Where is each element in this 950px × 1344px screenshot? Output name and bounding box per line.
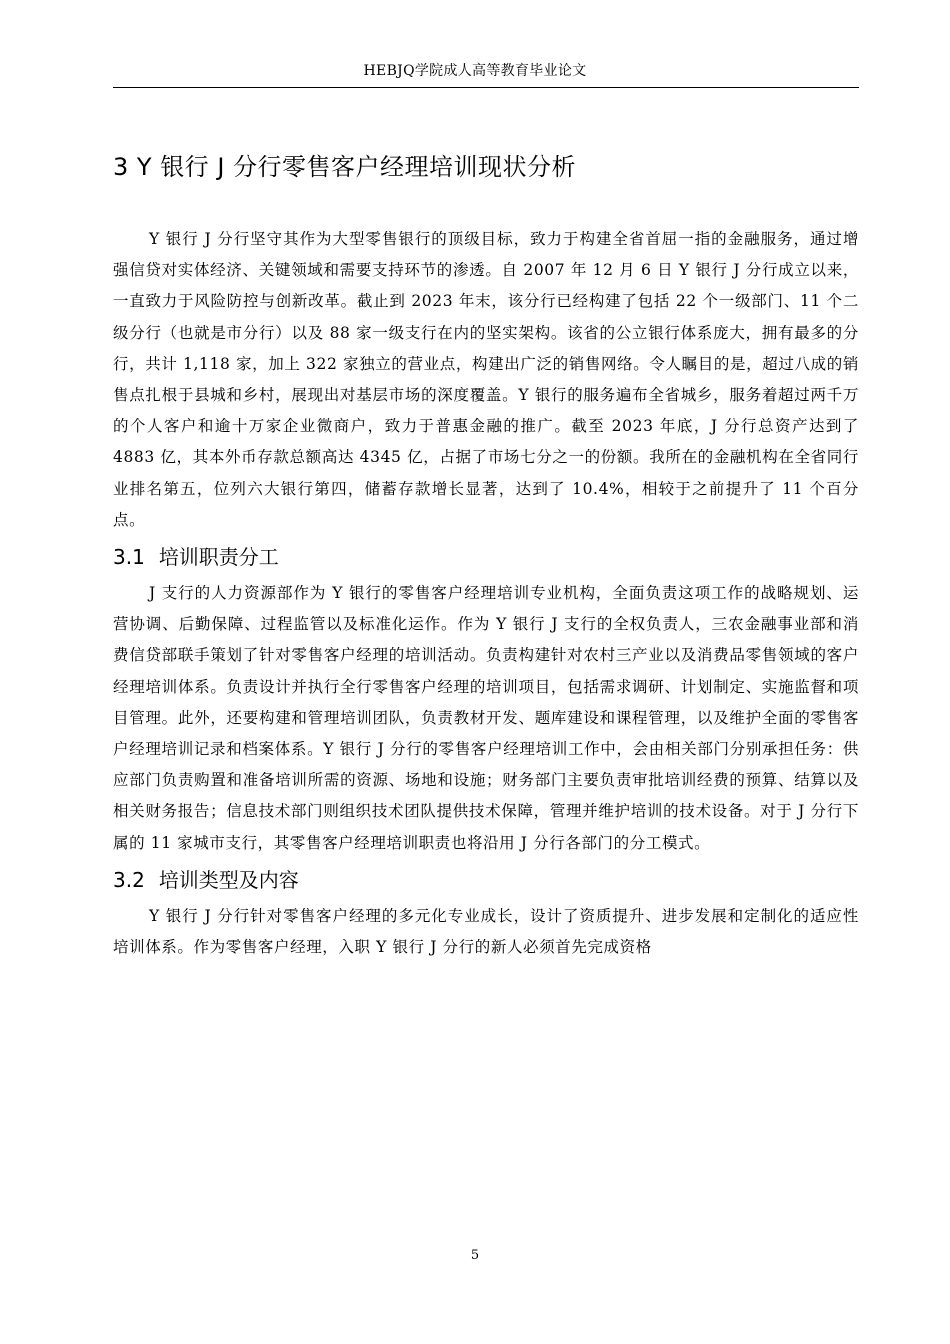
page-content xyxy=(113,152,859,971)
chapter-title: 3 Y 银行 J 分行零售客户经理培训现状分析 xyxy=(113,153,577,181)
section-number: 3.1 xyxy=(113,545,145,570)
header-rule xyxy=(113,87,859,88)
section-title-text: 培训类型及内容 xyxy=(158,867,299,892)
section-3-1-paragraph: J 支行的人力资源部作为 Y 银行的零售客户经理培训专业机构，全面负责这项工作的战略规划、运营协调、后勤保障、过程监管以及标准化运作。作为 Y 银行 J 支行的全权负责人，三农金融事业部和消费信贷部联手策划了针对零售客户经理的培训活动。负责构建针对农村三产业以及消费品零售领域的客户经理培训体系。负责设计并执行全行零售客户经理的培训项目，包括需求调研、计划制定、实施监督和项目管理。此外，还要构建和管理培训团队，负责教材开发、题库建设和课程管理，以及维护全面的零售客户经理培训记录和档案体系。Y 银行 J 分行的零售客户经理培训工作中，会由相关部门分别承担任务：供应部门负责购置和准备培训所需的资源、场地和设施；财务部门主要负责审批培训经费的预算、结算以及相关财务报告；信息技术部门则组织技术团队提供技术保障，管理并维护培训的技术设备。对于 J 分行下属的 11 家城市支行，其零售客户经理培训职责也将沿用 J 分行各部门的分工模式。 xyxy=(113,584,859,852)
page-number: 5 xyxy=(470,1248,480,1263)
section-3-2-paragraph: Y 银行 J 分行针对零售客户经理的多元化专业成长，设计了资质提升、进步发展和定制化的适应性培训体系。作为零售客户经理，入职 Y 银行 J 分行的新人必须首先完成资格 xyxy=(113,906,859,957)
section-title-text: 培训职责分工 xyxy=(158,545,279,570)
section-heading-3-2 xyxy=(113,867,859,893)
running-header: HEBJQ学院成人高等教育毕业论文 xyxy=(363,63,587,79)
section-heading-3-1 xyxy=(113,544,859,570)
chapter-intro-paragraph: Y 银行 J 分行坚守其作为大型零售银行的顶级目标，致力于构建全省首屈一指的金融服务，通过增强信贷对实体经济、关键领域和需要支持环节的渗透。自 2007 年 12 月 6 日 Y 银行 J 分行成立以来，一直致力于风险防控与创新改革。截止到 2023 年末，该分行已经构建了包括 22 个一级部门、11 个二级分行（也就是市分行）以及 88 家一级支行在内的坚实架构。该省的公立银行体系庞大，拥有最多的分行，共计 1,118 家，加上 322 家独立的营业点，构建出广泛的销售网络。令人瞩目的是，超过八成的销售点扎根于县城和乡村，展现出对基层市场的深度覆盖。Y 银行的服务遍布全省城乡，服务着超过两千万的个人客户和逾十万家企业微商户，致力于普惠金融的推广。截至 2023 年底，J 分行总资产达到了 4883 亿，其本外币存款总额高达 4345 亿，占据了市场七分之一的份额。我所在的金融机构在全省同行业排名第五，位列六大银行第四，储蓄存款增长显著，达到了 10.4%，相较于之前提升了 11 个百分点。 xyxy=(113,230,859,529)
section-number: 3.2 xyxy=(113,867,145,892)
